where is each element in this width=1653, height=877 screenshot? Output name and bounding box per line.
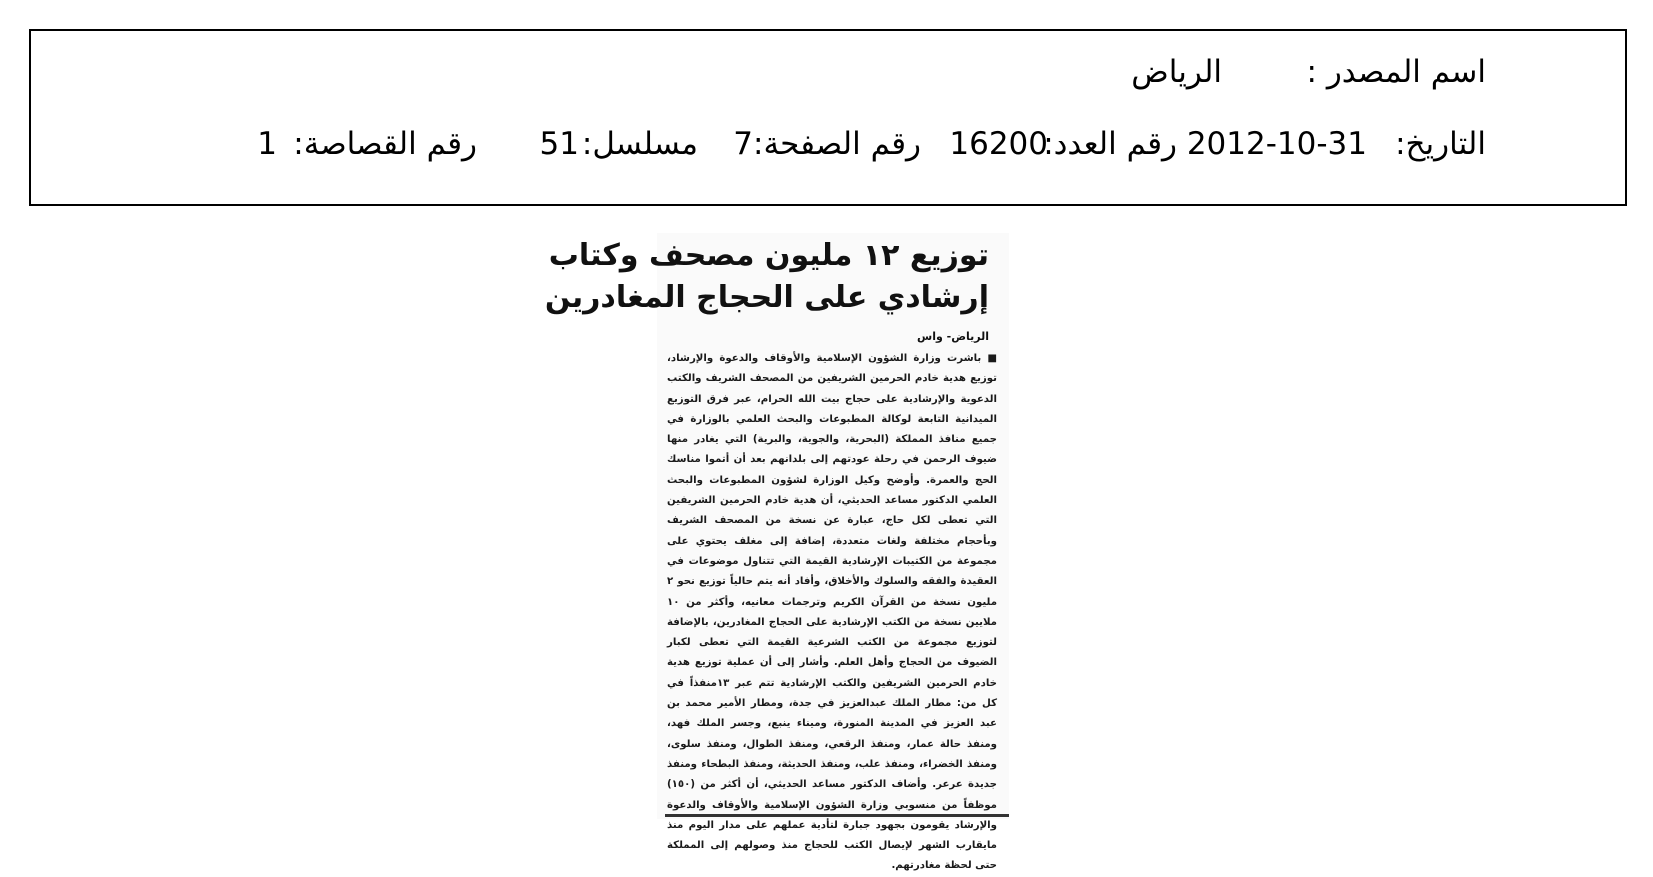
page-label: رقم الصفحة:: [753, 126, 921, 162]
article-dateline: الرياض- واس: [917, 330, 989, 343]
newspaper-clipping: [544, 233, 1009, 872]
clip-number-label: رقم القصاصة:: [293, 126, 477, 162]
serial-label: مسلسل:: [581, 126, 698, 162]
source-value: الرياض: [1131, 54, 1222, 90]
serial-value: 51: [539, 126, 579, 162]
clipping-bottom-rule: [665, 814, 1009, 817]
date-label: التاريخ:: [1395, 126, 1486, 162]
date-value: 2012-10-31: [1186, 126, 1367, 162]
metadata-header-box: [29, 29, 1627, 206]
page-value: 7: [733, 126, 753, 162]
article-title-line1: توزيع ١٢ مليون مصحف وكتاب: [548, 238, 989, 273]
clip-number-value: 1: [257, 126, 277, 162]
article-title-line2: إرشادي على الحجاج المغادرين: [544, 280, 989, 315]
issue-value: 16200: [949, 126, 1048, 162]
issue-label: رقم العدد:: [1043, 126, 1177, 162]
source-label: اسم المصدر :: [1306, 54, 1486, 90]
article-body: ■ باشرت وزارة الشؤون الإسلامية والأوقاف والدعوة والإرشاد، توزيع هدية خادم الحرمين الشريفين من المصحف الشريف والكتب الدعوية والإرشادية على حجاج بيت الله الحرام، عبر فرق التوزيع الميدانية التابعة لوكالة المطبوعات والبحث العلمي بالوزارة في جميع منافذ المملكة (البحرية، والجوية، والبرية) التي يغادر منها ضيوف الرحمن في رحلة عودتهم إلى بلدانهم بعد أن أتموا مناسك الحج والعمرة. وأوضح وكيل الوزارة لشؤون المطبوعات والبحث العلمي الدكتور مساعد الحديثي، أن هدية خادم الحرمين الشريفين التي تعطى لكل حاج، عبارة عن نسخة من المصحف الشريف وبأحجام مختلفة ولغات متعددة، إضافة إلى مغلف يحتوي على مجموعة من الكتيبات الإرشادية القيمة التي تتناول موضوعات في العقيدة والفقه والسلوك والأخلاق، وأفاد أنه يتم حالياً توزيع نحو ٢ مليون نسخة من القرآن الكريم وترجمات معانيه، وأكثر من ١٠ ملايين نسخة من الكتب الإرشادية على الحجاج المغادرين، بالإضافة لتوزيع مجموعة من الكتب الشرعية القيمة التي تعطى لكبار الضيوف من الحجاج وأهل العلم. وأشار إلى أن عملية توزيع هدية خادم الحرمين الشريفين والكتب الإرشادية تتم عبر ١٣منفذاً في كل من: مطار الملك عبدالعزيز في جدة، ومطار الأمير محمد بن عبد العزيز في المدينة المنورة، وميناء ينبع، وجسر الملك فهد، ومنفذ حالة عمار، ومنفذ الرقعي، ومنفذ الطوال، ومنفذ سلوى، ومنفذ الخضراء، ومنفذ علب، ومنفذ الحديثة، ومنفذ البطحاء ومنفذ جديدة عرعر. وأضاف الدكتور مساعد الحديثي، أن أكثر من (١٥٠) موظفاً من منسوبي وزارة الشؤون الإسلامية والأوقاف والدعوة والإرشاد يقومون بجهود جبارة لتأدية عملهم على مدار اليوم منذ مايقارب الشهر لإيصال الكتب للحجاج منذ وصولهم إلى المملكة حتى لحظة مغادرتهم.: [667, 353, 997, 872]
